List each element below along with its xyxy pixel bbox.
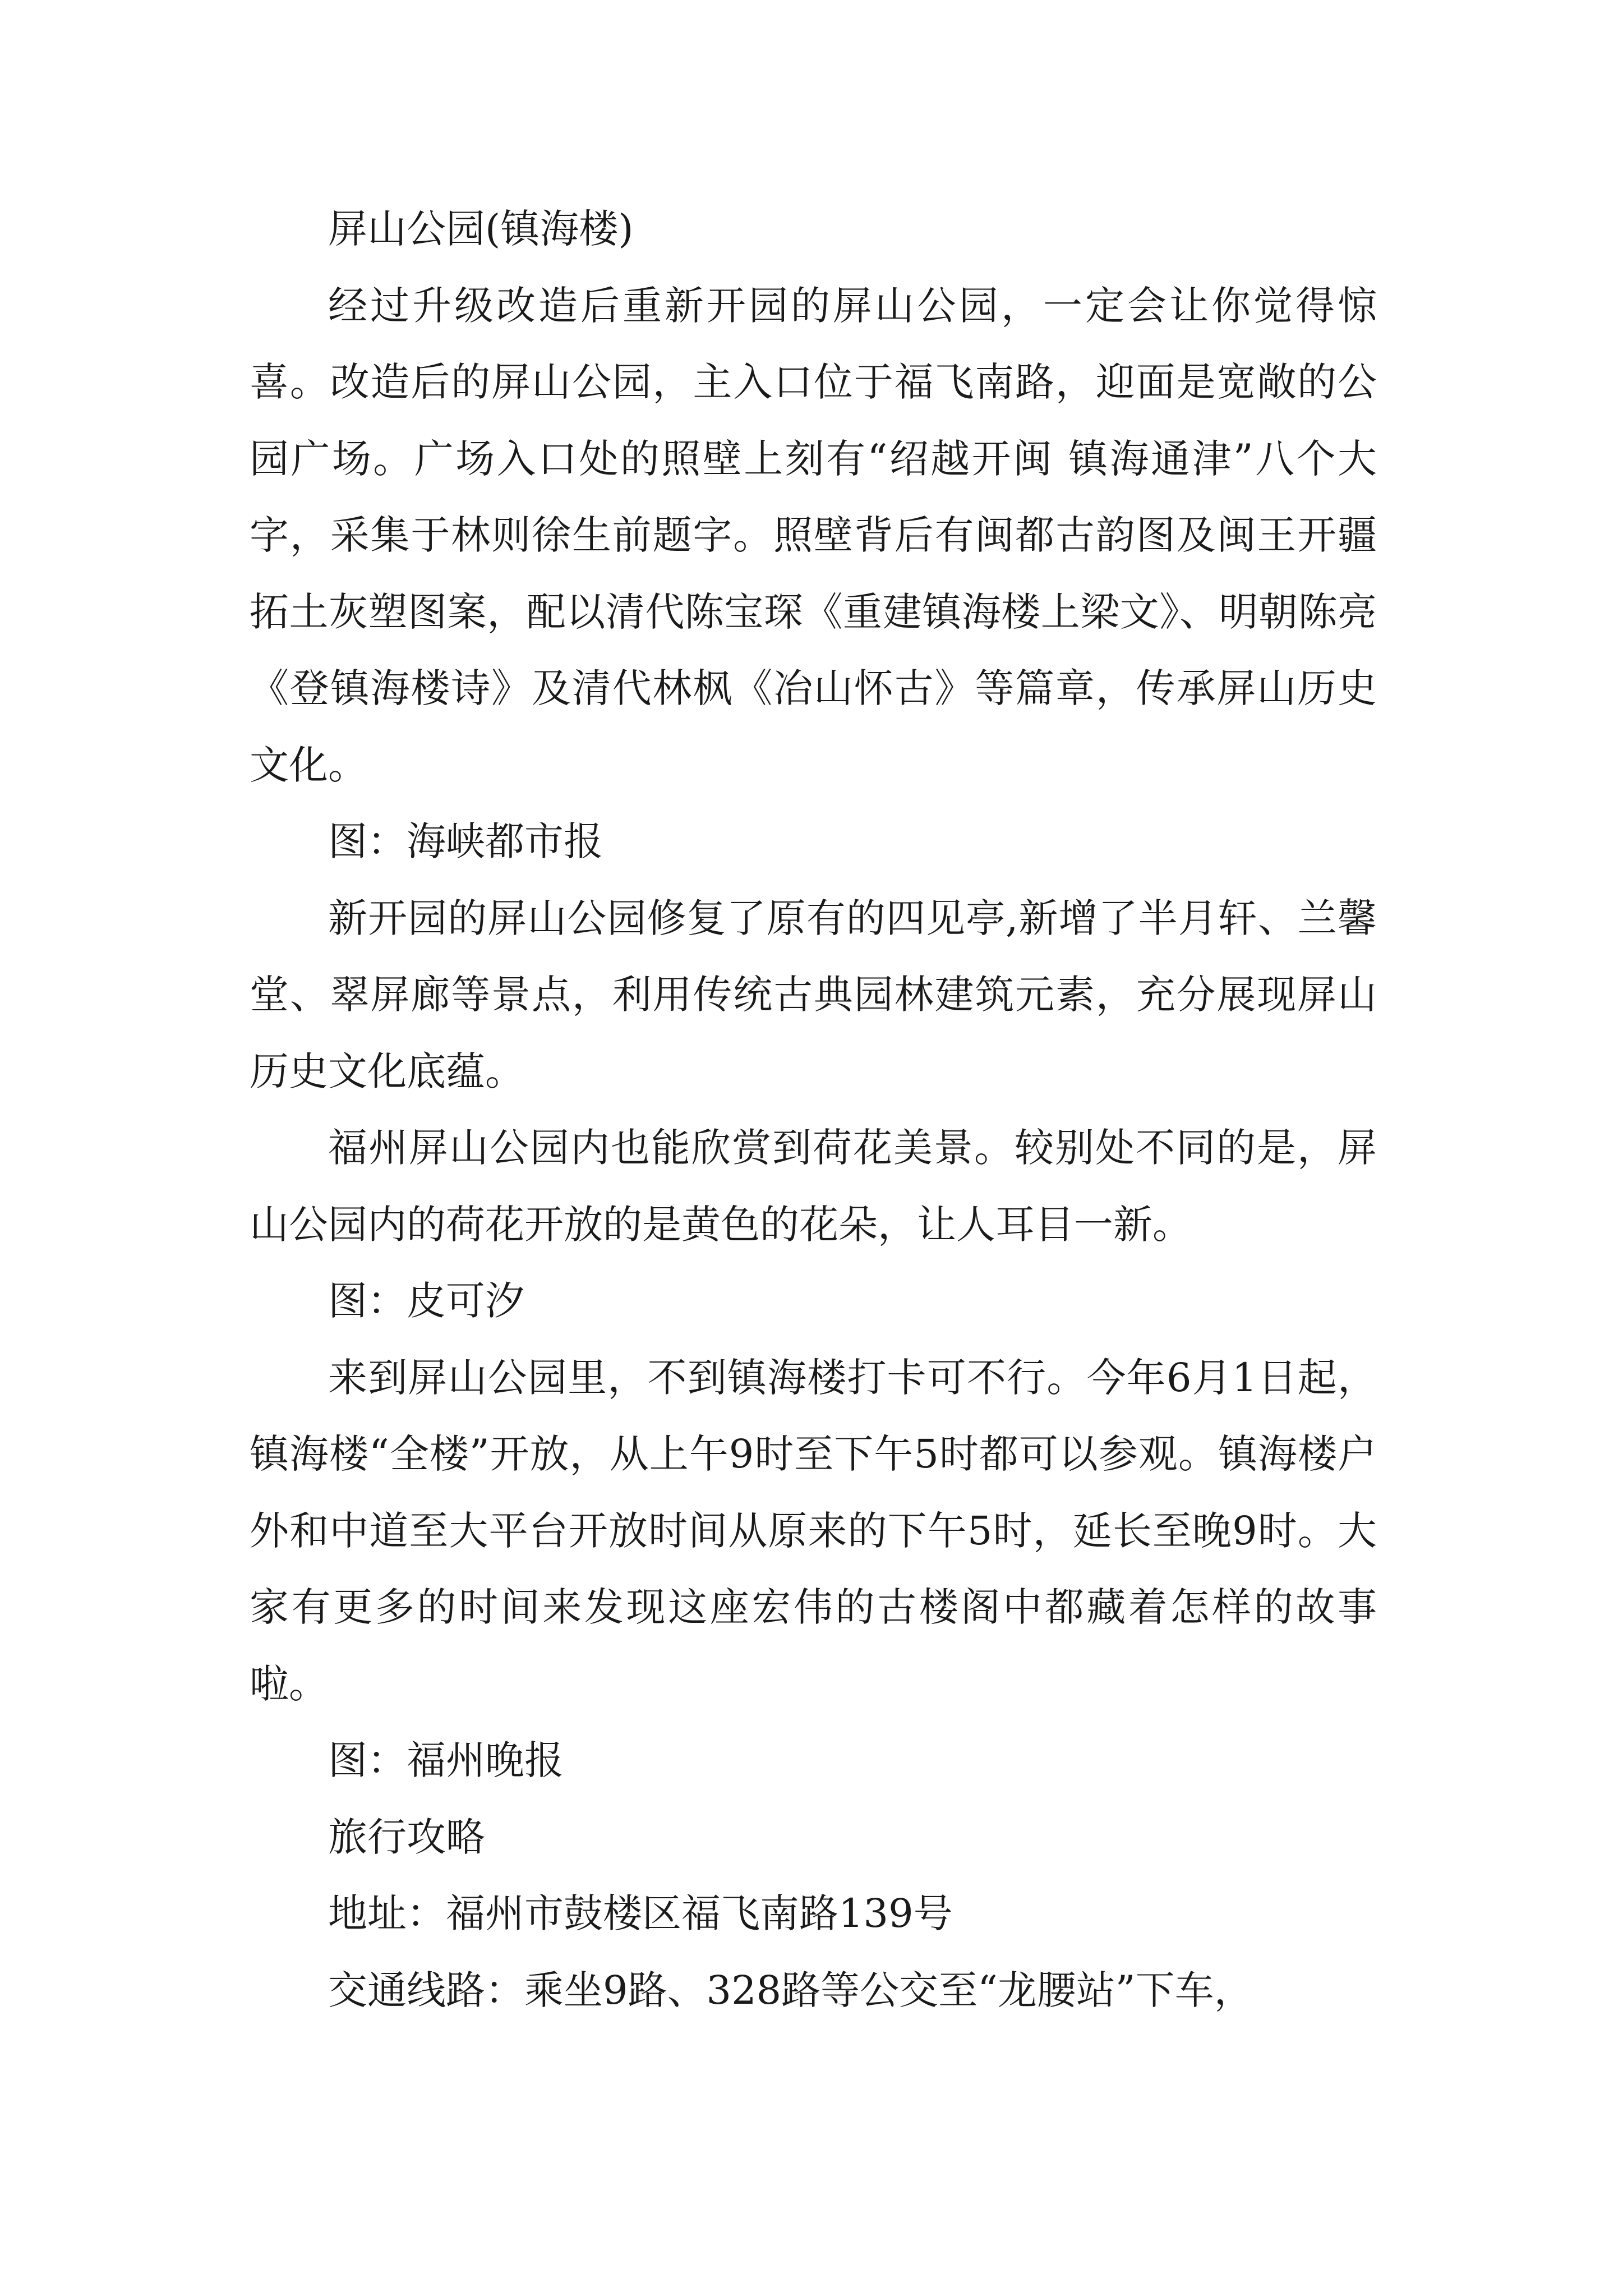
paragraph-zhenhai-tower: 来到屏山公园里，不到镇海楼打卡可不行。今年6月1日起，镇海楼“全楼”开放，从上午9时至下午5时都可以参观。镇海楼户外和中道至大平台开放时间从原来的下午5时，延长至晚9时。大家有更多的时间来发现这座宏伟的古楼阁中都藏着怎样的故事啦。 bbox=[250, 1354, 1377, 1707]
transport-line: 交通线路：乘坐9路、328路等公交至“龙腰站”下车， bbox=[328, 1967, 1253, 2013]
travel-guide-heading: 旅行攻略 bbox=[328, 1814, 485, 1860]
paragraph-park-renovation: 经过升级改造后重新开园的屏山公园，一定会让你觉得惊喜。改造后的屏山公园，主入口位于福飞南路，迎面是宽敞的公园广场。广场入口处的照壁上刻有“绍越开闽 镇海通津”八个大字，采集于林则徐生前题字。照壁背后有闽都古韵图及闽王开疆拓土灰塑图案，配以清代陈宝琛《重建镇海楼上梁文》、明朝陈亮《登镇海楼诗》及清代林枫《冶山怀古》等篇章，传承屏山历史文化。 bbox=[250, 282, 1377, 788]
address-line: 地址：福州市鼓楼区福飞南路139号 bbox=[328, 1890, 953, 1936]
photo-credit: 图：福州晚报 bbox=[328, 1737, 564, 1783]
photo-credit: 图：海峡都市报 bbox=[328, 818, 603, 864]
photo-credit: 图：皮可汐 bbox=[328, 1278, 524, 1324]
paragraph-new-attractions: 新开园的屏山公园修复了原有的四见亭,新增了半月轩、兰馨堂、翠屏廊等景点，利用传统古典园林建筑元素，充分展现屏山历史文化底蕴。 bbox=[250, 895, 1377, 1094]
article-body bbox=[250, 191, 1377, 2028]
paragraph-lotus: 福州屏山公园内也能欣赏到荷花美景。较别处不同的是，屏山公园内的荷花开放的是黄色的花朵，让人耳目一新。 bbox=[250, 1125, 1377, 1248]
section-title: 屏山公园(镇海楼) bbox=[328, 206, 634, 252]
